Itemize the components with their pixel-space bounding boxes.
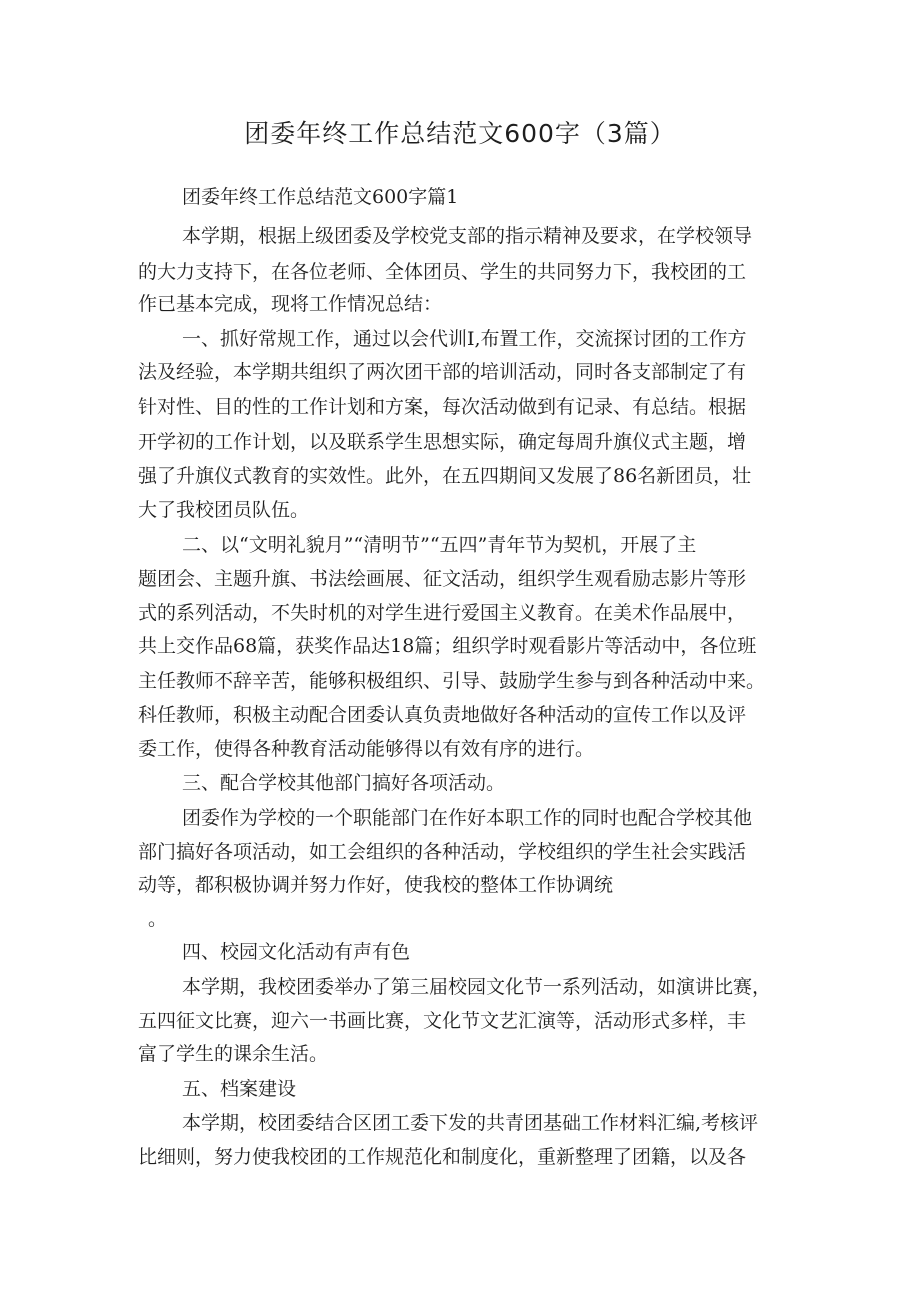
paragraph-line: 委工作，使得各种教育活动能够得以有效有序的进行。	[138, 738, 595, 760]
paragraph-line: 的大力支持下，在各位老师、全体团员、学生的共同努力下，我校团的工	[138, 261, 747, 283]
paragraph-line: 强了升旗仪式教育的实效性。此外，在五四期间又发展了86名新团员，壮	[138, 465, 752, 487]
paragraph-line: 式的系列活动，不失时机的对学生进行爱国主义教育。在美术作品展中，	[138, 602, 747, 624]
paragraph-line: 主任教师不辞辛苦，能够积极组织、引导、鼓励学生参与到各种活动中来。	[138, 670, 766, 692]
paragraph-line: 一、抓好常规工作，通过以会代训I,布置工作，交流探讨团的工作方	[182, 328, 747, 350]
paragraph-line: 共上交作品68篇，获奖作品达18篇；组织学时观看影片等活动中，各位班	[138, 635, 757, 657]
paragraph-line: 本学期，校团委结合区团工委下发的共青团基础工作材料汇编,考核评	[182, 1112, 759, 1134]
paragraph-line: 富了学生的课余生活。	[138, 1043, 329, 1065]
paragraph-line: 团委作为学校的一个职能部门在作好本职工作的同时也配合学校其他	[182, 807, 753, 829]
paragraph-line: 开学初的工作计划，以及联系学生思想实际，确定每周升旗仪式主题，增	[138, 431, 747, 453]
paragraph-line: 法及经验，本学期共组织了两次团干部的培训活动，同时各支部制定了有	[138, 361, 747, 383]
paragraph-line: 本学期，我校团委举办了第三届校园文化节一系列活动，如演讲比赛，	[182, 976, 772, 998]
paragraph-line: 部门搞好各项活动，如工会组织的各种活动，学校组织的学生社会实践活	[138, 841, 747, 863]
section-heading: 四、校园文化活动有声有色	[182, 941, 411, 963]
section-heading: 三、配合学校其他部门搞好各项活动。	[182, 772, 506, 794]
document-title: 团委年终工作总结范文600字（3篇）	[244, 119, 676, 148]
section-heading-article-1: 团委年终工作总结范文600字篇1	[182, 186, 459, 208]
paragraph-line: 题团会、主题升旗、书法绘画展、征文活动，组织学生观看励志影片等形	[138, 568, 747, 590]
paragraph-line: 比细则，努力使我校团的工作规范化和制度化，重新整理了团籍，以及各	[138, 1146, 747, 1168]
paragraph-line: 针对性、目的性的工作计划和方案，每次活动做到有记录、有总结。根据	[138, 396, 747, 418]
section-heading: 五、档案建设	[182, 1078, 297, 1100]
paragraph-line: 大了我校团员队伍。	[138, 499, 310, 521]
paragraph-line: 二、以“文明礼貌月”“清明节”“五四”青年节为契机，开展了主	[182, 534, 697, 556]
paragraph-line: 动等，都积极协调并努力作好，使我校的整体工作协调统	[138, 874, 614, 896]
paragraph-line: 科任教师，积极主动配合团委认真负责地做好各种活动的宣传工作以及评	[138, 704, 747, 726]
paragraph-line: 五四征文比赛，迎六一书画比赛，文化节文艺汇演等，活动形式多样，丰	[138, 1010, 747, 1032]
paragraph-line: 。	[148, 908, 168, 930]
paragraph-line: 本学期，根据上级团委及学校党支部的指示精神及要求，在学校领导	[182, 225, 753, 247]
paragraph-line: 作已基本完成，现将工作情况总结：	[138, 293, 443, 315]
